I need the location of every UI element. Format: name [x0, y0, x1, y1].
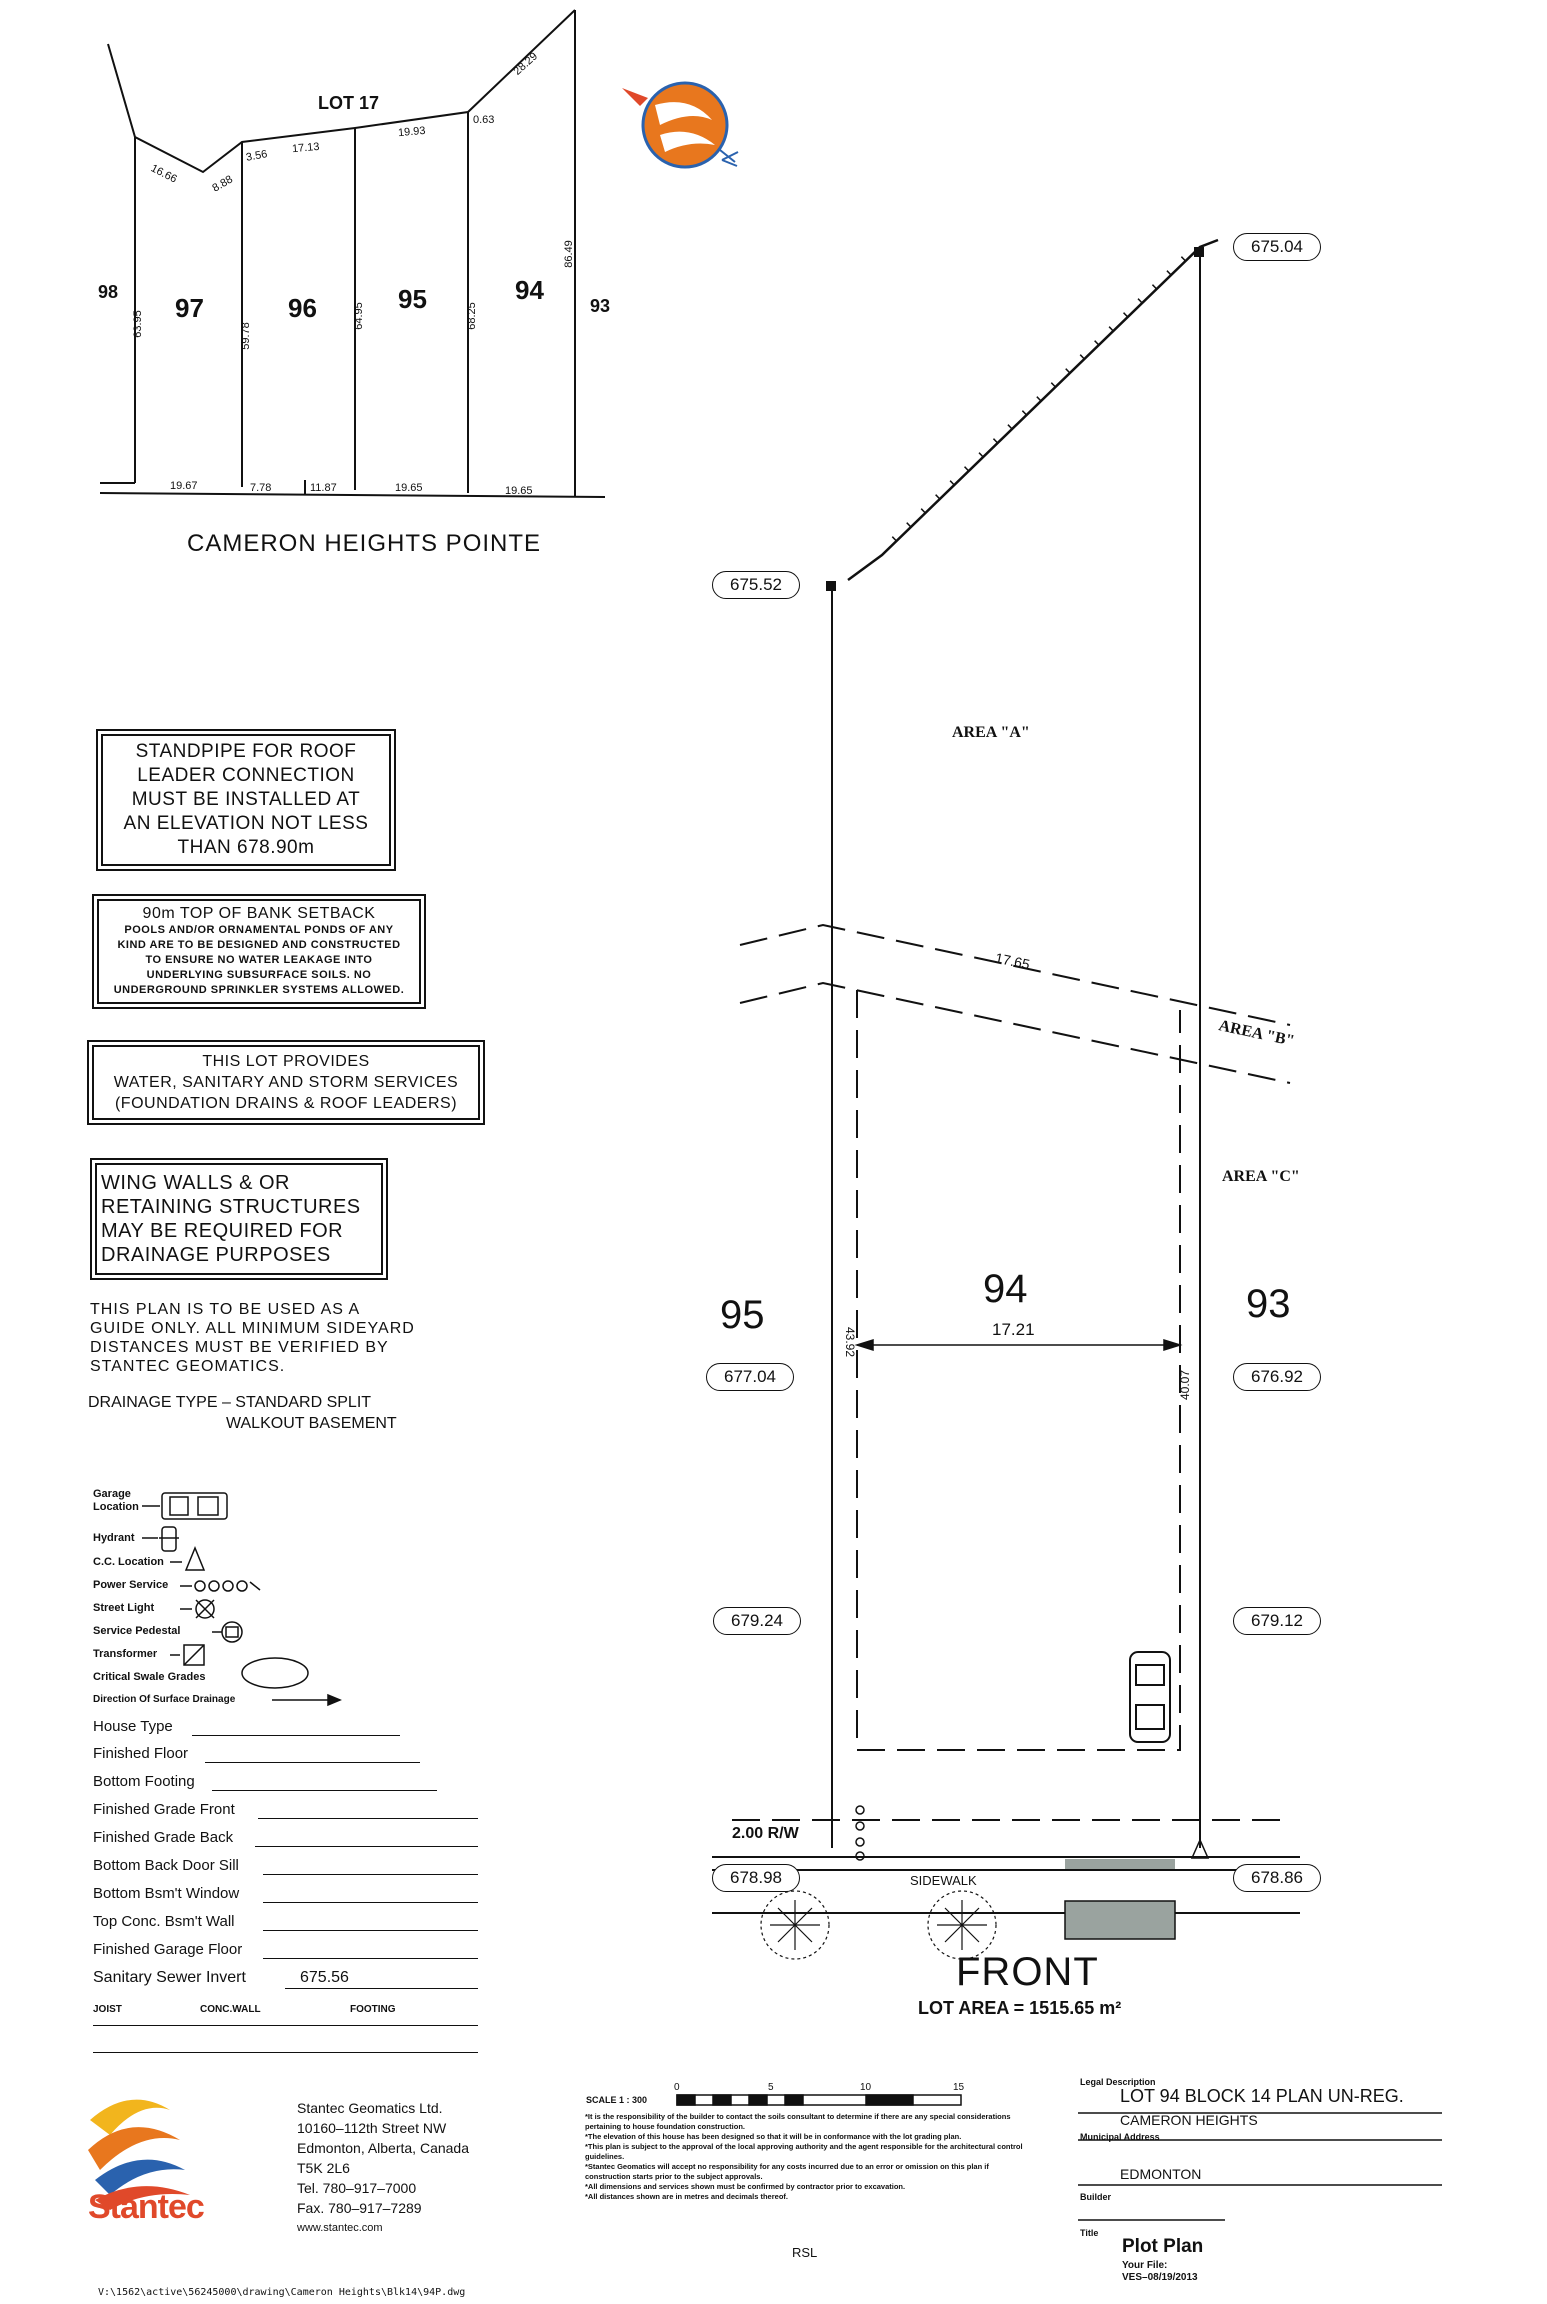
field-finished-grade-back-line: [255, 1846, 478, 1847]
company-address: Stantec Geomatics Ltd. 10160–112th Street NW Edmonton, Alberta, Canada T5K 2L6 Tel. 780–917–7000 Fax. 780–917–7289 www.stantec.com: [297, 2100, 470, 2234]
legend-hydrant: Hydrant: [93, 1532, 135, 1544]
standpipe-note: STANDPIPE FOR ROOF LEADER CONNECTION MUST BE INSTALLED AT AN ELEVATION NOT LESS THAN 678.90m: [101, 734, 391, 866]
area-a-label: AREA "A": [952, 724, 1030, 741]
width-dimension: 17.21: [992, 1320, 1035, 1339]
top-of-bank-setback-note: 90m TOP OF BANK SETBACK POOLS AND/OR ORNAMENTAL PONDS OF ANY KIND ARE TO BE DESIGNED AND CONSTRUCTED TO ENSURE NO WATER LEAKAGE INTO UNDERLYING SUBSURFACE SOILS. NO UNDERGROUND SPRINKLER SYSTEMS ALLOWED.: [97, 899, 421, 1004]
bank-tick: [1181, 257, 1185, 261]
power-service-symbol: [856, 1806, 864, 1860]
side-dim-2: 59.78: [239, 322, 252, 350]
stantec-logo-text: Stantec: [88, 2188, 204, 2226]
field-sanitary-line: [285, 1988, 478, 1989]
bank-tick: [1152, 285, 1156, 289]
sidewalk-label: SIDEWALK: [910, 1873, 977, 1888]
key-lot-96: 96: [288, 293, 317, 323]
drainage-direction-arrow-icon: [272, 1695, 340, 1705]
field-bottom-bsmt-window-line: [263, 1902, 478, 1903]
scale-tick-5: 5: [768, 2082, 774, 2093]
services-note: THIS LOT PROVIDES WATER, SANITARY AND STORM SERVICES (FOUNDATION DRAINS & ROOF LEADERS): [92, 1045, 480, 1120]
legend-critical-swale: Critical Swale Grades: [93, 1671, 206, 1683]
front-dim-3: 11.87: [310, 482, 337, 494]
bank-tick: [1095, 341, 1099, 345]
field-bottom-bsmt-window: Bottom Bsm't Window: [93, 1885, 240, 1902]
front-dim-1: 19.67: [170, 480, 198, 492]
elev-mid-left: 677.04: [706, 1363, 794, 1391]
tree-symbol-1: [761, 1891, 829, 1959]
label-joist: JOIST: [93, 2004, 122, 2015]
key-lot-98: 98: [98, 282, 119, 302]
bank-tick: [1037, 397, 1041, 401]
field-finished-garage-floor: Finished Garage Floor: [93, 1941, 243, 1958]
left-side-dimension: 43.92: [843, 1326, 858, 1358]
field-finished-grade-front: Finished Grade Front: [93, 1801, 235, 1818]
rear-dim-1: 16.66: [148, 162, 179, 186]
rear-dim-7: 28.29: [511, 50, 541, 78]
legal-description-line1: LOT 94 BLOCK 14 PLAN UN-REG.: [1120, 2086, 1404, 2106]
bank-tick: [1008, 425, 1012, 429]
legend-power-service: Power Service: [93, 1579, 169, 1591]
legend-street-light: Street Light: [93, 1602, 155, 1614]
front-label: FRONT: [956, 1950, 1099, 1994]
key-lot-93: 93: [590, 296, 611, 316]
elev-top-right: 675.04: [1233, 233, 1321, 261]
driveway-pad: [1065, 1901, 1175, 1939]
label-footing: FOOTING: [350, 2004, 396, 2015]
tree-symbol-2: [928, 1891, 996, 1959]
rear-dim-2: 8.88: [210, 173, 235, 195]
adjacent-lot-95: 95: [720, 1293, 765, 1337]
right-of-way-label: 2.00 R/W: [732, 1825, 799, 1842]
rear-dim-6: 0.63: [473, 114, 495, 126]
lot-area: LOT AREA = 1515.65 m²: [918, 1998, 1122, 2018]
top-of-bank-line: [848, 240, 1218, 580]
key-lot-94: 94: [515, 275, 544, 305]
building-envelope: [857, 990, 1180, 1750]
bank-tick: [936, 495, 940, 499]
bank-tick: [1066, 369, 1070, 373]
street-name: CAMERON HEIGHTS POINTE: [187, 530, 542, 557]
power-service-icon: [180, 1581, 260, 1591]
municipal-address-label: Municipal Address: [1080, 2132, 1160, 2142]
field-finished-floor: Finished Floor: [93, 1745, 189, 1762]
bank-tick: [1051, 383, 1055, 387]
bank-tick: [921, 509, 925, 513]
bank-tick: [1109, 327, 1113, 331]
bank-tick: [1167, 271, 1171, 275]
side-dim-4: 68.25: [465, 302, 478, 330]
service-pedestal-icon: [212, 1622, 242, 1642]
title-label: Title: [1080, 2228, 1099, 2238]
key-plan-rear-boundary: [108, 10, 575, 172]
hydrant-icon: [142, 1527, 179, 1551]
field-bottom-line-1: [93, 2025, 478, 2026]
bank-tick: [965, 467, 969, 471]
scale-bar: [677, 2095, 961, 2105]
bank-tick: [1080, 355, 1084, 359]
field-finished-grade-front-line: [258, 1818, 478, 1819]
right-side-dimension: 40.07: [1178, 1369, 1193, 1401]
transformer-icon: [170, 1645, 204, 1665]
area-c-label: AREA "C": [1222, 1168, 1300, 1185]
field-bottom-back-door-sill-line: [263, 1874, 478, 1875]
garage-location-symbol: [1130, 1652, 1170, 1742]
field-bottom-back-door-sill: Bottom Back Door Sill: [93, 1857, 239, 1874]
field-bottom-footing: Bottom Footing: [93, 1773, 195, 1790]
side-dim-3: 64.95: [352, 302, 365, 330]
lot-94-number: 94: [983, 1267, 1028, 1311]
field-finished-garage-floor-line: [263, 1958, 478, 1959]
legend-cc-location: C.C. Location: [93, 1556, 164, 1568]
builder-label: Builder: [1080, 2192, 1112, 2202]
legend-garage-location: Garage Location: [93, 1488, 139, 1513]
bank-tick: [892, 537, 896, 541]
scale-label: SCALE 1 : 300: [586, 2095, 648, 2105]
field-finished-floor-line: [205, 1762, 420, 1763]
drainage-type-note: DRAINAGE TYPE – STANDARD SPLIT WALKOUT BASEMENT: [88, 1394, 397, 1432]
field-bottom-line-2: [93, 2052, 478, 2053]
bank-tick: [907, 523, 911, 527]
elev-top-left: 675.52: [712, 571, 800, 599]
rsl-label: RSL: [792, 2245, 818, 2260]
north-arrow-icon: [622, 83, 738, 167]
front-dim-4: 19.65: [395, 482, 423, 494]
rear-dim-3: 3.56: [245, 148, 269, 164]
sanitary-sewer-invert-value: 675.56: [300, 1969, 349, 1986]
scale-tick-10: 10: [860, 2082, 872, 2093]
key-lot-95: 95: [398, 284, 427, 314]
legal-description-line2: CAMERON HEIGHTS: [1120, 2112, 1258, 2128]
lot-17-label: LOT 17: [318, 93, 380, 113]
area-b-label: AREA "B": [1217, 1017, 1296, 1050]
side-dim-1: 63.95: [131, 310, 144, 338]
legend-surface-drainage: Direction Of Surface Drainage: [93, 1694, 236, 1705]
your-file-label: Your File:: [1122, 2260, 1168, 2271]
field-sanitary-sewer-invert: Sanitary Sewer Invert: [93, 1969, 246, 1986]
area-b-line-upper: [740, 925, 1290, 1025]
field-house-type-line: [192, 1735, 400, 1736]
field-top-conc-bsmt-wall: Top Conc. Bsm't Wall: [93, 1913, 235, 1930]
bank-tick: [979, 453, 983, 457]
municipal-address-value: EDMONTON: [1120, 2166, 1202, 2182]
critical-swale-grades-icon: [242, 1658, 308, 1688]
bank-tick: [993, 439, 997, 443]
key-lot-97: 97: [175, 293, 204, 323]
label-conc-wall: CONC.WALL: [200, 2004, 261, 2015]
legend-transformer: Transformer: [93, 1648, 158, 1660]
rear-dim-4: 17.13: [291, 140, 321, 156]
field-finished-grade-back: Finished Grade Back: [93, 1829, 234, 1846]
scale-tick-15: 15: [953, 2082, 965, 2093]
area-b-line-lower: [740, 983, 1290, 1083]
adjacent-lot-93: 93: [1246, 1282, 1291, 1326]
legal-description-label: Legal Description: [1080, 2077, 1156, 2087]
rear-dim-5: 19.93: [397, 124, 427, 140]
bank-tick: [1124, 313, 1128, 317]
drawing-file-path: V:\1562\active\56245000\drawing\Cameron Heights\Blk14\94P.dwg: [98, 2287, 466, 2298]
bank-tick: [1138, 299, 1142, 303]
elev-mid-right: 676.92: [1233, 1363, 1321, 1391]
scale-tick-0: 0: [674, 2082, 680, 2093]
street-light-icon: [180, 1600, 214, 1618]
side-dim-5: 86.49: [562, 240, 575, 268]
disclaimers: *It is the responsibility of the builder to contact the soils consultant to determine if there are any special considerations pertaining to house foundation construction. *The elevation of this house has been designed so that it will be in conformance with the lot grading plan. *This plan is subject to the approval of the local approving authority and the agent responsible for the architectural control guidelines. *Stantec Geomatics will accept no responsibility for any costs incurred due to an error or omission on this plan if construction starts prior to the subject approvals. *All dimensions and services shown must be confirmed by contractor prior to excavation. *All distances shown are in metres and decimals thereof.: [585, 2112, 1023, 2201]
front-dim-2: 7.78: [250, 482, 272, 494]
field-top-conc-bsmt-wall-line: [263, 1930, 478, 1931]
elev-front-right: 678.86: [1233, 1864, 1321, 1892]
legend-service-pedestal: Service Pedestal: [93, 1625, 181, 1637]
field-bottom-footing-line: [212, 1790, 437, 1791]
front-dim-5: 19.65: [505, 485, 533, 497]
elev-front-left: 678.98: [712, 1864, 800, 1892]
file-reference: VES–08/19/2013: [1122, 2272, 1198, 2283]
bank-tick: [1022, 411, 1026, 415]
guide-note: THIS PLAN IS TO BE USED AS A GUIDE ONLY. ALL MINIMUM SIDEYARD DISTANCES MUST BE VERIFIED BY STANTEC GEOMATICS.: [90, 1301, 415, 1375]
elev-low-right: 679.12: [1233, 1607, 1321, 1635]
field-house-type: House Type: [93, 1718, 173, 1735]
wing-walls-note: WING WALLS & OR RETAINING STRUCTURES MAY BE REQUIRED FOR DRAINAGE PURPOSES: [95, 1163, 383, 1275]
bank-tick: [950, 481, 954, 485]
title-value: Plot Plan: [1122, 2236, 1204, 2257]
elev-low-left: 679.24: [713, 1607, 801, 1635]
garage-location-icon: [142, 1493, 227, 1519]
dim-top: 17.65: [993, 949, 1032, 973]
